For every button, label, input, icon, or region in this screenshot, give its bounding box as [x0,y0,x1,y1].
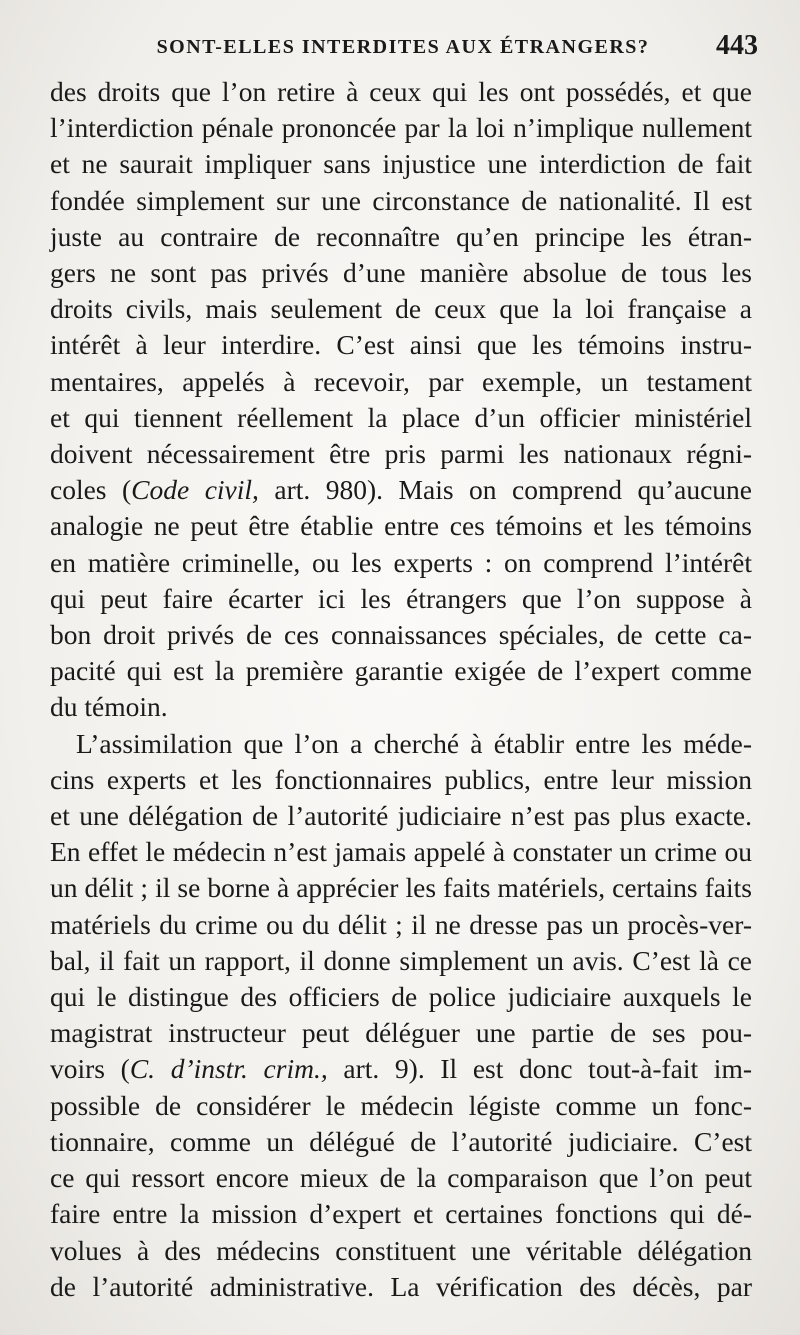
text-line [50,1051,752,1087]
text-line: possible de considérer le médecin légiste comme un fonc- [50,1089,752,1121]
text-line: qui peut faire écarter ici les étrangers que l’on suppose à [50,582,752,614]
text-segment: art. 9). Il est donc tout-à-fait im- [327,1053,752,1085]
text-line [50,472,752,508]
citation-italic: Code civil, [131,474,259,506]
text-line: gers ne sont pas privés d’une manière absolue de tous les [50,257,752,289]
text-line: doivent nécessairement être pris parmi les nationaux régni- [50,438,752,470]
page-number: 443 [716,30,758,61]
page-header [48,30,758,70]
text-line: un délit ; il se borne à apprécier les faits matériels, certains faits [50,872,752,904]
text-line: bal, il fait un rapport, il donne simplement un avis. C’est là ce [50,944,752,976]
text-line: juste au contraire de reconnaître qu’en principe les étran- [50,220,752,252]
text-line: cins experts et les fonctionnaires publics, entre leur mission [50,763,752,795]
text-line: bon droit privés de ces connaissances spéciales, de cette ca- [50,619,752,651]
text-line: En effet le médecin n’est jamais appelé à constater un crime ou [50,836,752,868]
body-text [50,74,752,1305]
text-line: intérêt à leur interdire. C’est ainsi que les témoins instru- [50,329,752,361]
text-line: volues à des médecins constituent une véritable délégation [50,1234,752,1266]
text-segment: art. 980). Mais on comprend qu’aucune [258,474,752,506]
text-line: en matière criminelle, ou les experts : on comprend l’intérêt [50,546,752,578]
text-segment: voirs ( [50,1053,130,1085]
text-line: qui le distingue des officiers de police judiciaire auxquels le [50,981,752,1013]
text-line: tionnaire, comme un délégué de l’autorité judiciaire. C’est [50,1125,752,1157]
text-line: de l’autorité administrative. La vérification des décès, par [50,1270,752,1302]
text-line: mentaires, appelés à recevoir, par exemple, un testament [50,365,752,397]
citation-italic: C. d’instr. crim., [129,1053,328,1085]
text-segment: coles ( [50,474,132,506]
text-line: L’assimilation que l’on a cherché à établir entre les méde- [76,727,752,759]
text-line: ce qui ressort encore mieux de la comparaison que l’on peut [50,1162,752,1194]
text-line: et une délégation de l’autorité judiciaire n’est pas plus exacte. [50,800,752,832]
running-head: SONT-ELLES INTERDITES AUX ÉTRANGERS? [156,36,650,58]
text-line: pacité qui est la première garantie exigée de l’expert comme [50,655,752,687]
text-line: l’interdiction pénale prononcée par la loi n’implique nullement [50,112,752,144]
text-line: et ne saurait impliquer sans injustice une interdiction de fait [50,148,752,180]
text-line: magistrat instructeur peut déléguer une partie de ses pou- [50,1017,752,1049]
text-line: des droits que l’on retire à ceux qui les ont possédés, et que [50,76,752,107]
text-line: matériels du crime ou du délit ; il ne dresse pas un procès-ver- [50,908,752,940]
text-line: et qui tiennent réellement la place d’un officier ministériel [50,401,752,433]
text-line: analogie ne peut être établie entre ces témoins et les témoins [50,510,752,542]
text-line: faire entre la mission d’expert et certaines fonctions qui dé- [50,1198,752,1230]
text-line: du témoin. [50,691,168,723]
text-line: droits civils, mais seulement de ceux que la loi française a [50,293,752,325]
text-line: fondée simplement sur une circonstance de nationalité. Il est [50,184,752,216]
